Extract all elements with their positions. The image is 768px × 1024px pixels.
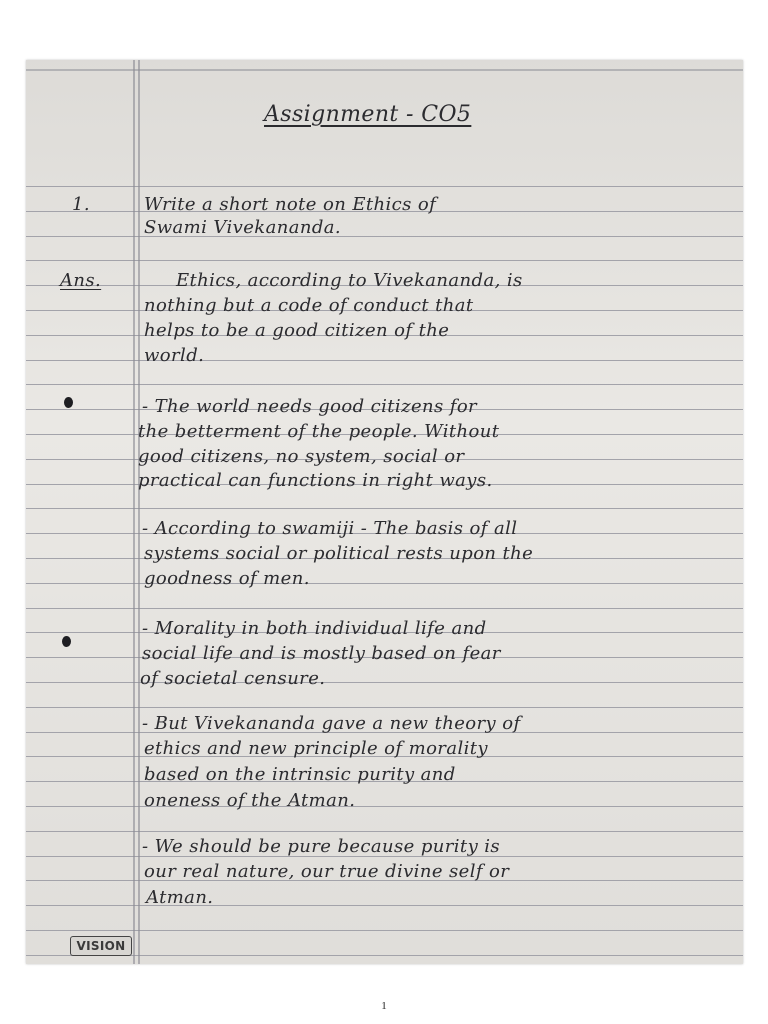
answer-line: systems social or political rests upon the: [144, 543, 534, 564]
answer-line: our real nature, our true divine self or: [144, 861, 510, 882]
answer-line: goodness of men.: [144, 568, 310, 589]
answer-line: the betterment of the people. Without: [138, 421, 500, 442]
answer-line: world.: [144, 345, 205, 366]
answer-line: social life and is mostly based on fear: [142, 643, 501, 664]
page-number: 1: [381, 1000, 387, 1012]
answer-label: Ans.: [60, 270, 102, 291]
answer-line: - But Vivekananda gave a new theory of: [142, 713, 521, 734]
answer-line: ethics and new principle of morality: [144, 738, 488, 759]
notebook-page: [26, 60, 743, 964]
bullet-dot: [64, 397, 73, 408]
answer-line: good citizens, no system, social or: [138, 446, 465, 467]
answer-line: - According to swamiji - The basis of all: [142, 518, 518, 539]
answer-line: of societal censure.: [140, 668, 326, 689]
question-line: Swami Vivekananda.: [144, 217, 342, 238]
bullet-dot: [62, 636, 71, 647]
answer-line: Atman.: [146, 887, 214, 908]
question-line: Write a short note on Ethics of: [144, 194, 437, 215]
assignment-title: Assignment - CO5: [264, 102, 472, 127]
answer-line: oneness of the Atman.: [144, 790, 356, 811]
answer-line: based on the intrinsic purity and: [144, 764, 456, 785]
answer-line: Ethics, according to Vivekananda, is: [176, 270, 523, 291]
question-number: 1.: [72, 194, 90, 215]
answer-line: - Morality in both individual life and: [142, 618, 487, 639]
answer-line: practical can functions in right ways.: [138, 470, 493, 491]
answer-line: - We should be pure because purity is: [142, 836, 501, 857]
answer-line: nothing but a code of conduct that: [144, 295, 474, 316]
answer-line: helps to be a good citizen of the: [144, 320, 450, 341]
answer-line: - The world needs good citizens for: [142, 396, 478, 417]
notebook-brand-logo: VISION: [70, 936, 132, 956]
